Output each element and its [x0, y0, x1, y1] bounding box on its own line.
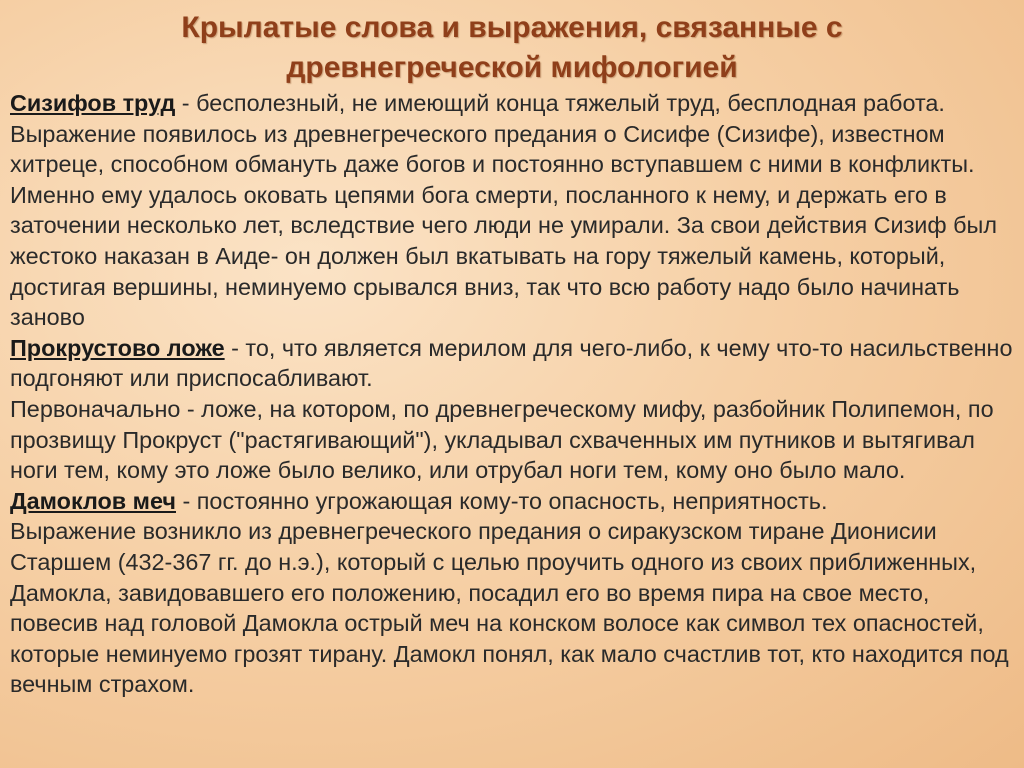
definition-text: - то, что является мерилом для чего-либо, к чему что-то насильственно подгоняют или приспосабливают. — [10, 334, 1013, 392]
definition-text: - бесполезный, не имеющий конца тяжелый труд, бесплодная работа. — [175, 90, 945, 116]
slide-body — [10, 88, 1016, 700]
entry-damocles-explanation: Выражение возникло из древнегреческого предания о сиракузском тиране Дионисии Старшем (432-367 гг. до н.э.), который с целью проучить одного из своих приближенных, Дамокла, завидовавшего его положению, посадил его во время пира на свое место, повесив над головой Дамокла острый меч на конском волосе как символ тех опасностей, которые неминуемо грозят тирану. Дамокл понял, как мало счастлив тот, кто находится под вечным страхом. — [10, 518, 1009, 698]
entry-sisyphus-explanation: Выражение появилось из древнегреческого предания о Сисифе (Сизифе), известном хитреце, способном обмануть даже богов и постоянно вступавшем с ними в конфликты. Именно ему удалось оковать цепями бога смерти, посланного к нему, и держать его в заточении несколько лет, вследствие чего люди не умирали. За свои действия Сизиф был жестоко наказан в Аиде- он должен был вкатывать на гору тяжелый камень, который, достигая вершины, неминуемо срывался вниз, так что всю работу надо было начинать заново — [10, 120, 997, 331]
entry-damocles-definition — [10, 486, 1016, 517]
slide-title — [60, 8, 964, 88]
definition-text: - постоянно угрожающая кому-то опасность, неприятность. — [175, 487, 828, 514]
term-sisyphean-labor: Сизифов труд — [10, 90, 176, 116]
title-line-1: Крылатые слова и выражения, связанные с — [181, 11, 843, 44]
term-procrustean-bed: Прокрустово ложе — [10, 334, 225, 361]
entry-procrustes-explanation: Первоначально - ложе, на котором, по древнегреческому мифу, разбойник Полипемон, по прозвищу Прокруст ("растягивающий"), укладывал схваченных им путников и вытягивал ноги тем, кому это ложе было велико, или отрубал ноги тем, кому оно было мало. — [10, 395, 994, 484]
title-line-2: древнегреческой мифологией — [286, 51, 738, 84]
term-sword-of-damocles: Дамоклов меч — [10, 487, 176, 514]
entry-sisyphus-definition — [10, 88, 1016, 119]
entry-procrustes-definition — [10, 333, 1016, 394]
